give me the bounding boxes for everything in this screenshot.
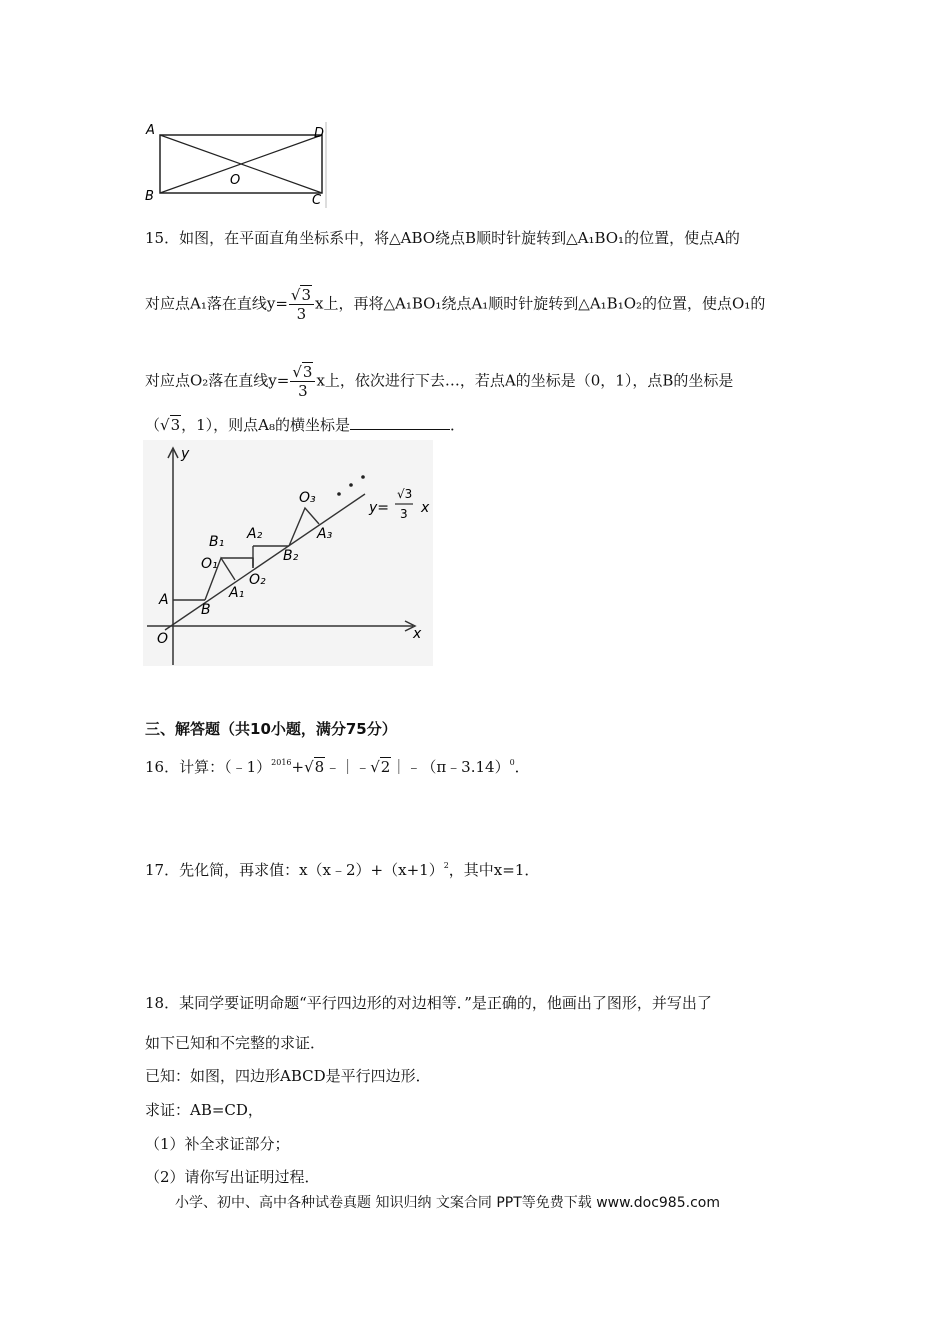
sqrt-3	[160, 415, 181, 435]
q15-line-3-post: x上，依次进行下去…，若点A的坐标是（0，1），点B的坐标是	[316, 371, 734, 390]
q15-line-2-post: x上，再将△A₁BO₁绕点A₁顺时针旋转到△A₁B₁O₂的位置，使点O₁的	[315, 294, 766, 313]
q18-line-6: （2）请你写出证明过程．	[145, 1168, 320, 1186]
q18-line-1: 18．某同学要证明命题“平行四边形的对边相等．”是正确的，他画出了图形，并写出了	[145, 994, 712, 1012]
footer-text: 小学、初中、高中各种试卷真题 知识归纳 文案合同 PPT等免费下载 www.doc985.com	[175, 1195, 720, 1211]
line-label-y: y=	[369, 500, 390, 516]
point-o2-label: O₂	[249, 572, 266, 588]
section-3-title: 三、解答题（共10小题，满分75分）	[145, 720, 397, 738]
q16-pre: 16．计算：（﹣1）	[145, 758, 272, 776]
label-d: D	[314, 126, 325, 141]
q17-pre: 17．先化简，再求值：x（x﹣2）+（x+1）	[145, 861, 444, 879]
radicand-8: 8	[314, 758, 325, 776]
sqrt-sign: √	[304, 758, 314, 776]
q18-line-5: （1）补全求证部分；	[145, 1135, 290, 1153]
sqrt-sign: √	[370, 758, 380, 776]
label-b: B	[145, 189, 154, 204]
line-label-num: √3	[397, 487, 413, 501]
q16	[145, 753, 530, 777]
q15-line-4-end: ．	[450, 416, 466, 434]
q15-line-3	[145, 363, 733, 400]
q16-end: ．	[514, 758, 530, 776]
point-o3-label: O₃	[299, 490, 316, 506]
radicand: 3	[302, 363, 313, 381]
fraction-sqrt3-over-3	[289, 286, 314, 323]
point-o1-label: O₁	[201, 556, 218, 572]
q16-plus: +	[291, 758, 305, 776]
q15-line-4-pre: （	[145, 416, 161, 434]
q16-mid: ﹣｜﹣	[325, 758, 371, 776]
point-b1-label: B₁	[209, 534, 225, 550]
origin-label: O	[157, 631, 169, 647]
q16-exponent-0: 0	[509, 758, 515, 767]
denominator: 3	[296, 305, 307, 323]
sqrt-sign: √	[290, 286, 301, 304]
line-label-x: x	[421, 500, 430, 516]
q15-line-1: 15．如图，在平面直角坐标系中，将△ABO绕点B顺时针旋转到△A₁BO₁的位置，使点A的	[145, 229, 740, 247]
q16-post: ｜﹣（π﹣3.14）	[391, 758, 510, 776]
point-b2-label: B₂	[283, 548, 299, 564]
rectangle-figure	[140, 118, 340, 210]
point-a1-label: A₁	[229, 585, 245, 601]
q17	[145, 856, 539, 880]
q17-post: ，其中x=1．	[448, 861, 540, 879]
q18-line-4: 求证：AB=CD，	[145, 1101, 263, 1119]
sqrt-sign: √	[160, 416, 170, 434]
x-axis-label: x	[413, 626, 422, 642]
line-label-den: 3	[400, 507, 408, 521]
q18-line-2: 如下已知和不完整的求证．	[145, 1034, 326, 1052]
radicand: 3	[170, 416, 181, 434]
radicand-2: 2	[380, 758, 391, 776]
sqrt-8	[304, 757, 325, 777]
q16-exponent: 2016	[271, 758, 292, 767]
q15-line-4-mid: ，1），则点A₈的横坐标是	[181, 416, 351, 434]
answer-blank[interactable]	[350, 415, 450, 430]
fraction-sqrt3-over-3	[290, 363, 315, 400]
q15-line-2-pre: 对应点A₁落在直线y=	[145, 294, 288, 313]
sqrt-sign: √	[292, 363, 302, 381]
q17-exponent: 2	[443, 861, 449, 870]
y-axis-label: y	[181, 446, 190, 462]
q15-line-3-pre: 对应点O₂落在直线y=	[145, 371, 290, 390]
label-c: C	[312, 193, 322, 208]
q15-line-2	[145, 286, 765, 323]
point-a2-label: A₂	[247, 526, 263, 542]
label-a: A	[146, 123, 155, 138]
coordinate-figure	[143, 440, 435, 668]
denominator: 3	[298, 382, 308, 400]
radicand: 3	[301, 286, 311, 304]
sqrt-2	[370, 757, 391, 777]
point-a3-label: A₃	[317, 526, 333, 542]
point-a-label: A	[159, 592, 169, 608]
point-b-label: B	[201, 602, 211, 618]
label-o: O	[230, 173, 241, 188]
q15-line-4	[145, 415, 465, 435]
q18-line-3: 已知：如图，四边形ABCD是平行四边形．	[145, 1067, 431, 1085]
